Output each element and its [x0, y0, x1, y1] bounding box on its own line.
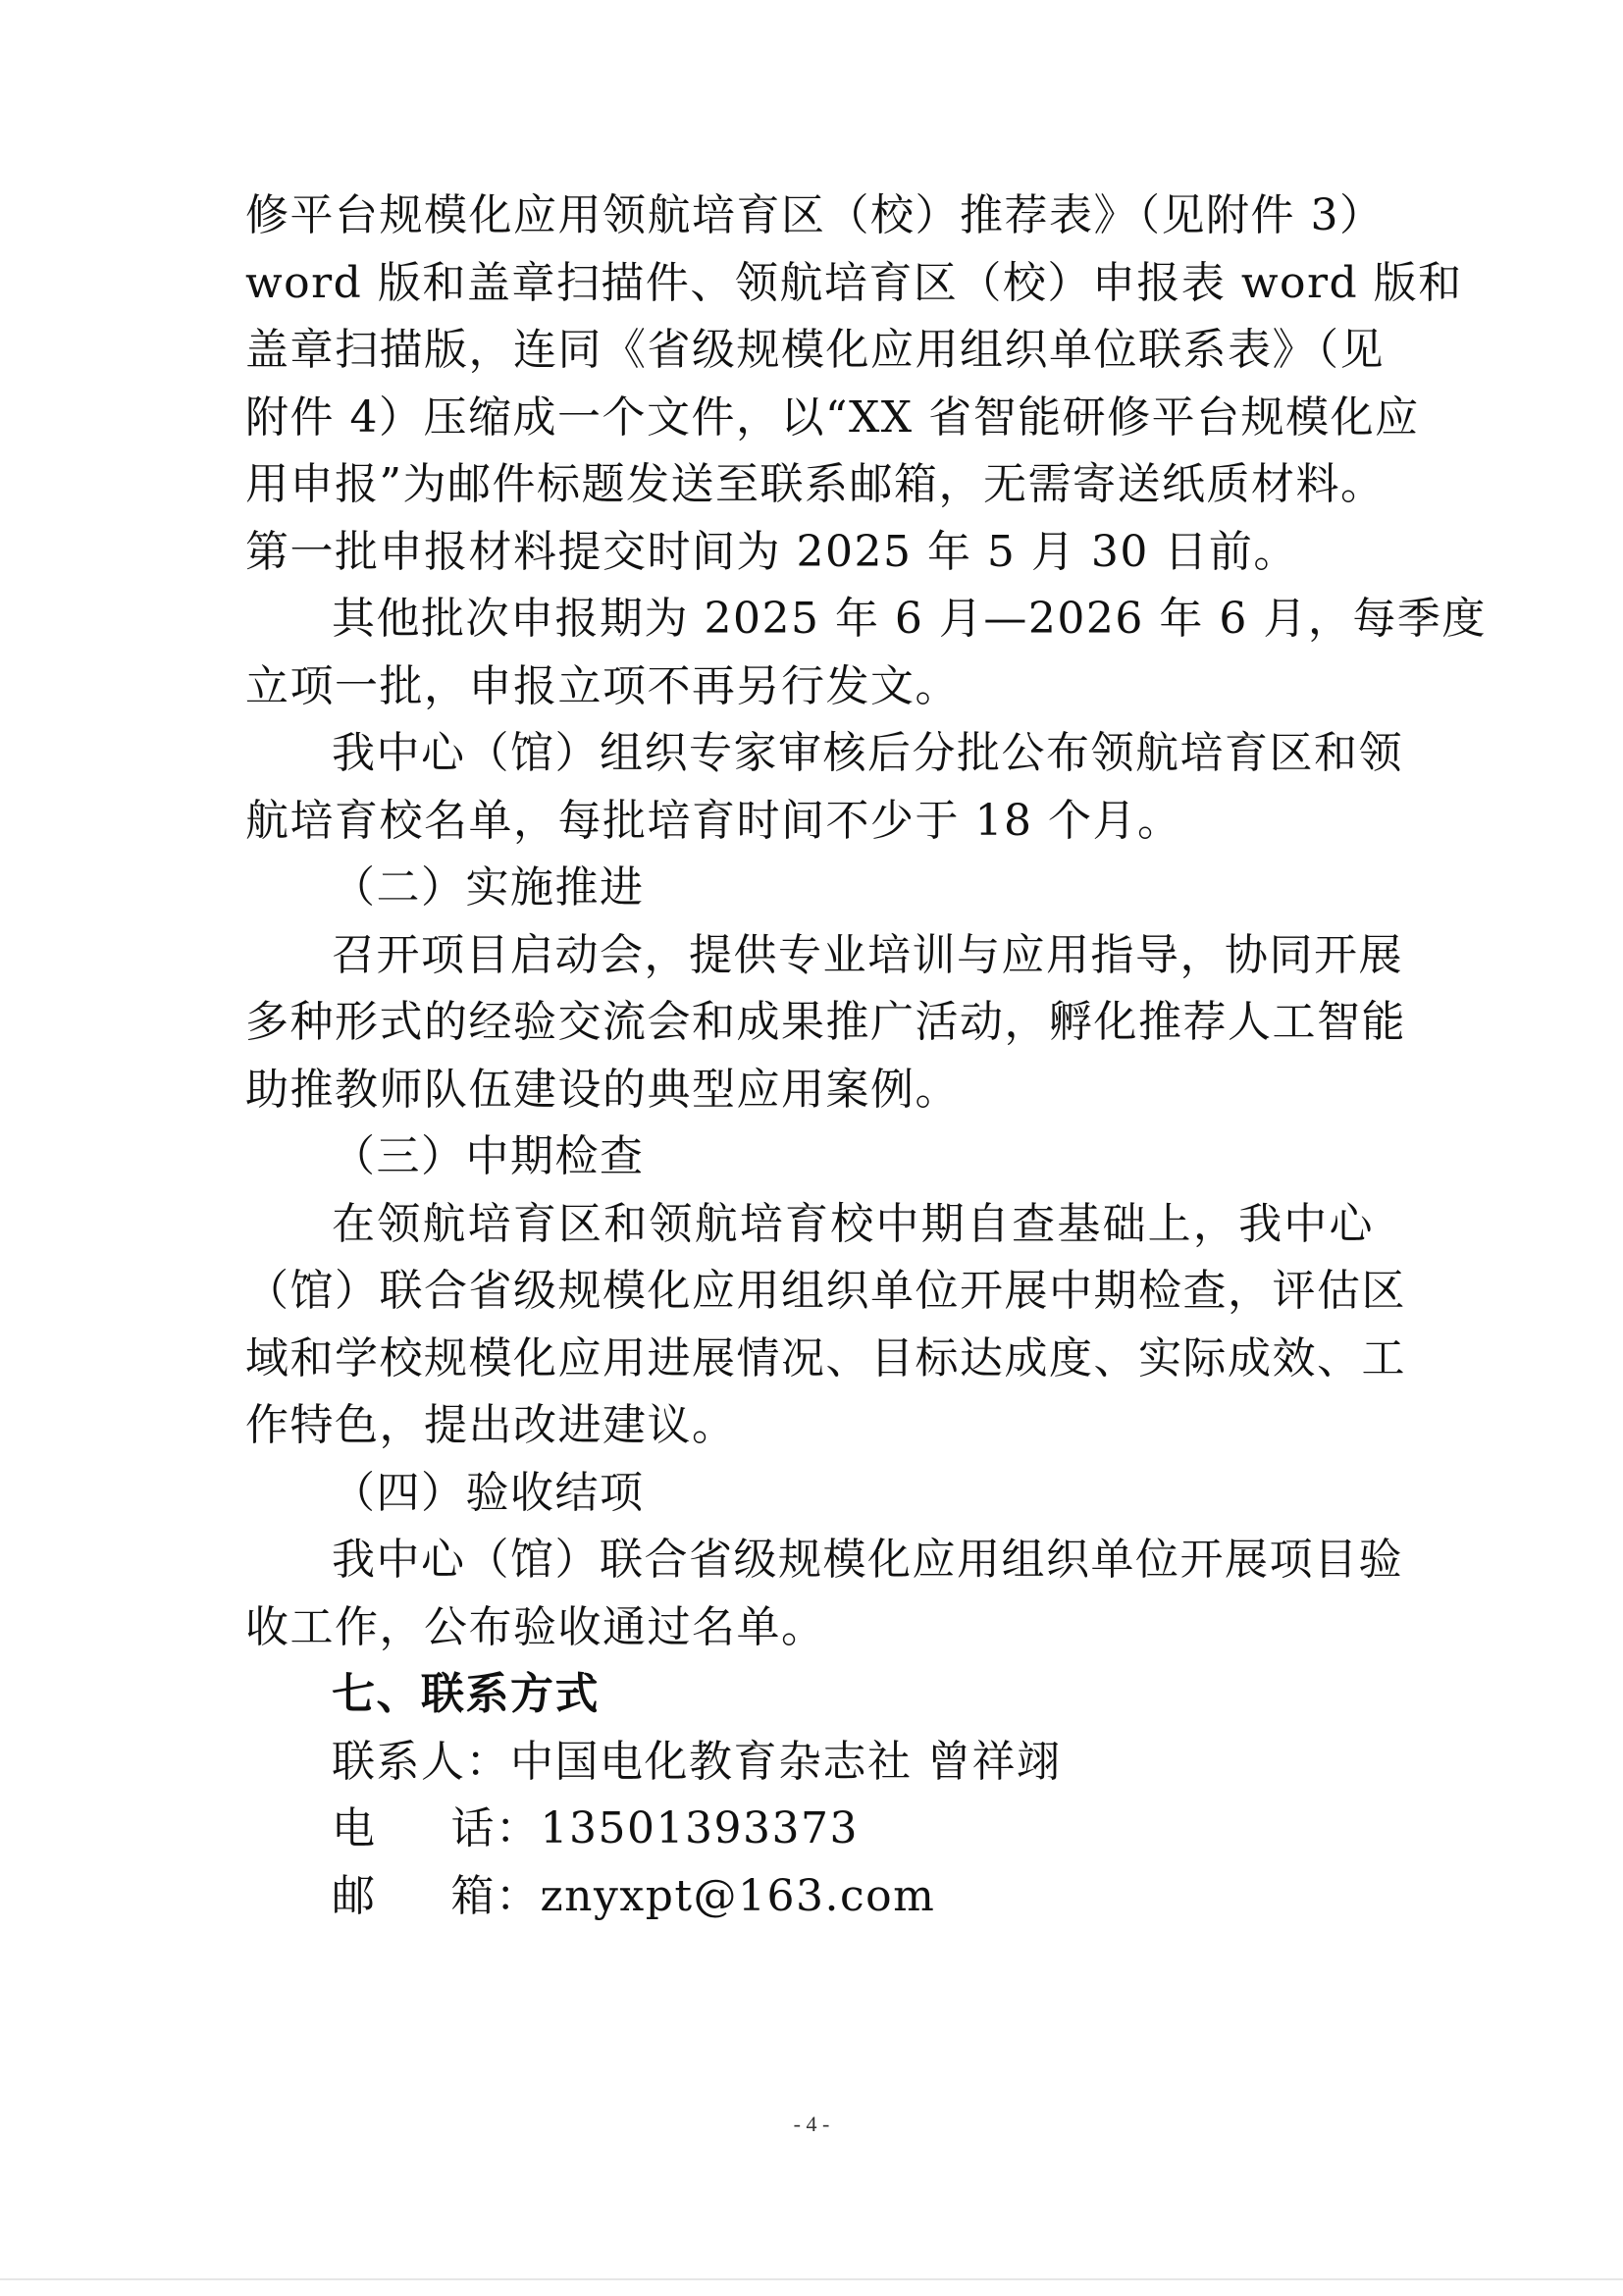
paragraph-line: 修平台规模化应用领航培育区（校）推荐表》（见附件 3）	[245, 190, 1385, 240]
contact-email-row	[245, 1863, 1374, 1931]
body-text	[245, 183, 1487, 1930]
contact-phone-row	[245, 1796, 1374, 1863]
paragraph-line: 我中心（馆）组织专家审核后分批公布领航培育区和领	[332, 728, 1403, 778]
paragraph-line: 多种形式的经验交流会和成果推广活动，孵化推荐人工智能	[245, 997, 1406, 1047]
chapter-heading: 七、联系方式	[332, 1669, 600, 1719]
contact-phone-value: 13501393373	[540, 1803, 859, 1853]
contact-email-label-a: 邮	[332, 1870, 377, 1921]
paragraph-line: 助推教师队伍建设的典型应用案例。	[245, 1064, 960, 1115]
contact-person-row	[245, 1729, 1374, 1797]
paragraph-line: 其他批次申报期为 2025 年 6 月—2026 年 6 月，每季度	[332, 594, 1487, 644]
paragraph-line: word 版和盖章扫描件、领航培育区（校）申报表 word 版和	[245, 257, 1463, 308]
paragraph-line: 附件 4）压缩成一个文件，以“XX 省智能研修平台规模化应	[245, 391, 1420, 443]
paragraph-line: 第一批申报材料提交时间为 2025 年 5 月 30 日前。	[245, 526, 1298, 577]
paragraph-line: 在领航培育区和领航培育校中期自查基础上，我中心	[332, 1198, 1374, 1249]
section-heading: （四）验收结项	[332, 1467, 645, 1518]
contact-email-value: znyxpt@163.com	[540, 1870, 936, 1921]
contact-phone-label-a: 电	[332, 1803, 377, 1853]
paragraph-line: 航培育校名单，每批培育时间不少于 18 个月。	[245, 795, 1182, 846]
paragraph-line: 召开项目启动会，提供专业培训与应用指导，协同开展	[332, 929, 1403, 980]
paragraph-line: 我中心（馆）联合省级规模化应用组织单位开展项目验	[332, 1535, 1403, 1585]
contact-person-label: 联系人：	[332, 1736, 510, 1787]
section-heading: （二）实施推进	[332, 862, 645, 913]
section-heading: （三）中期检查	[332, 1131, 645, 1181]
contact-person-value: 中国电化教育杂志社 曾祥翊	[510, 1736, 1062, 1787]
paragraph-line: 立项一批，申报立项不再另行发文。	[245, 660, 960, 711]
paragraph-line: 收工作，公布验收通过名单。	[245, 1601, 826, 1652]
paragraph-line: 作特色，提出改进建议。	[245, 1400, 737, 1450]
paragraph-line: 用申报”为邮件标题发送至联系邮箱，无需寄送纸质材料。	[245, 459, 1386, 509]
page-number: - 4 -	[793, 2112, 830, 2136]
contact-phone-label-b: 话：	[450, 1803, 541, 1853]
contact-email-label-b: 箱：	[450, 1870, 541, 1921]
paragraph-line: （馆）联合省级规模化应用组织单位开展中期检查，评估区	[245, 1266, 1406, 1316]
scan-edge-line	[0, 2278, 1623, 2280]
paragraph-line: 域和学校规模化应用进展情况、目标达成度、实际成效、工	[245, 1332, 1406, 1383]
paragraph-line: 盖章扫描版，连同《省级规模化应用组织单位联系表》（见	[245, 325, 1385, 375]
